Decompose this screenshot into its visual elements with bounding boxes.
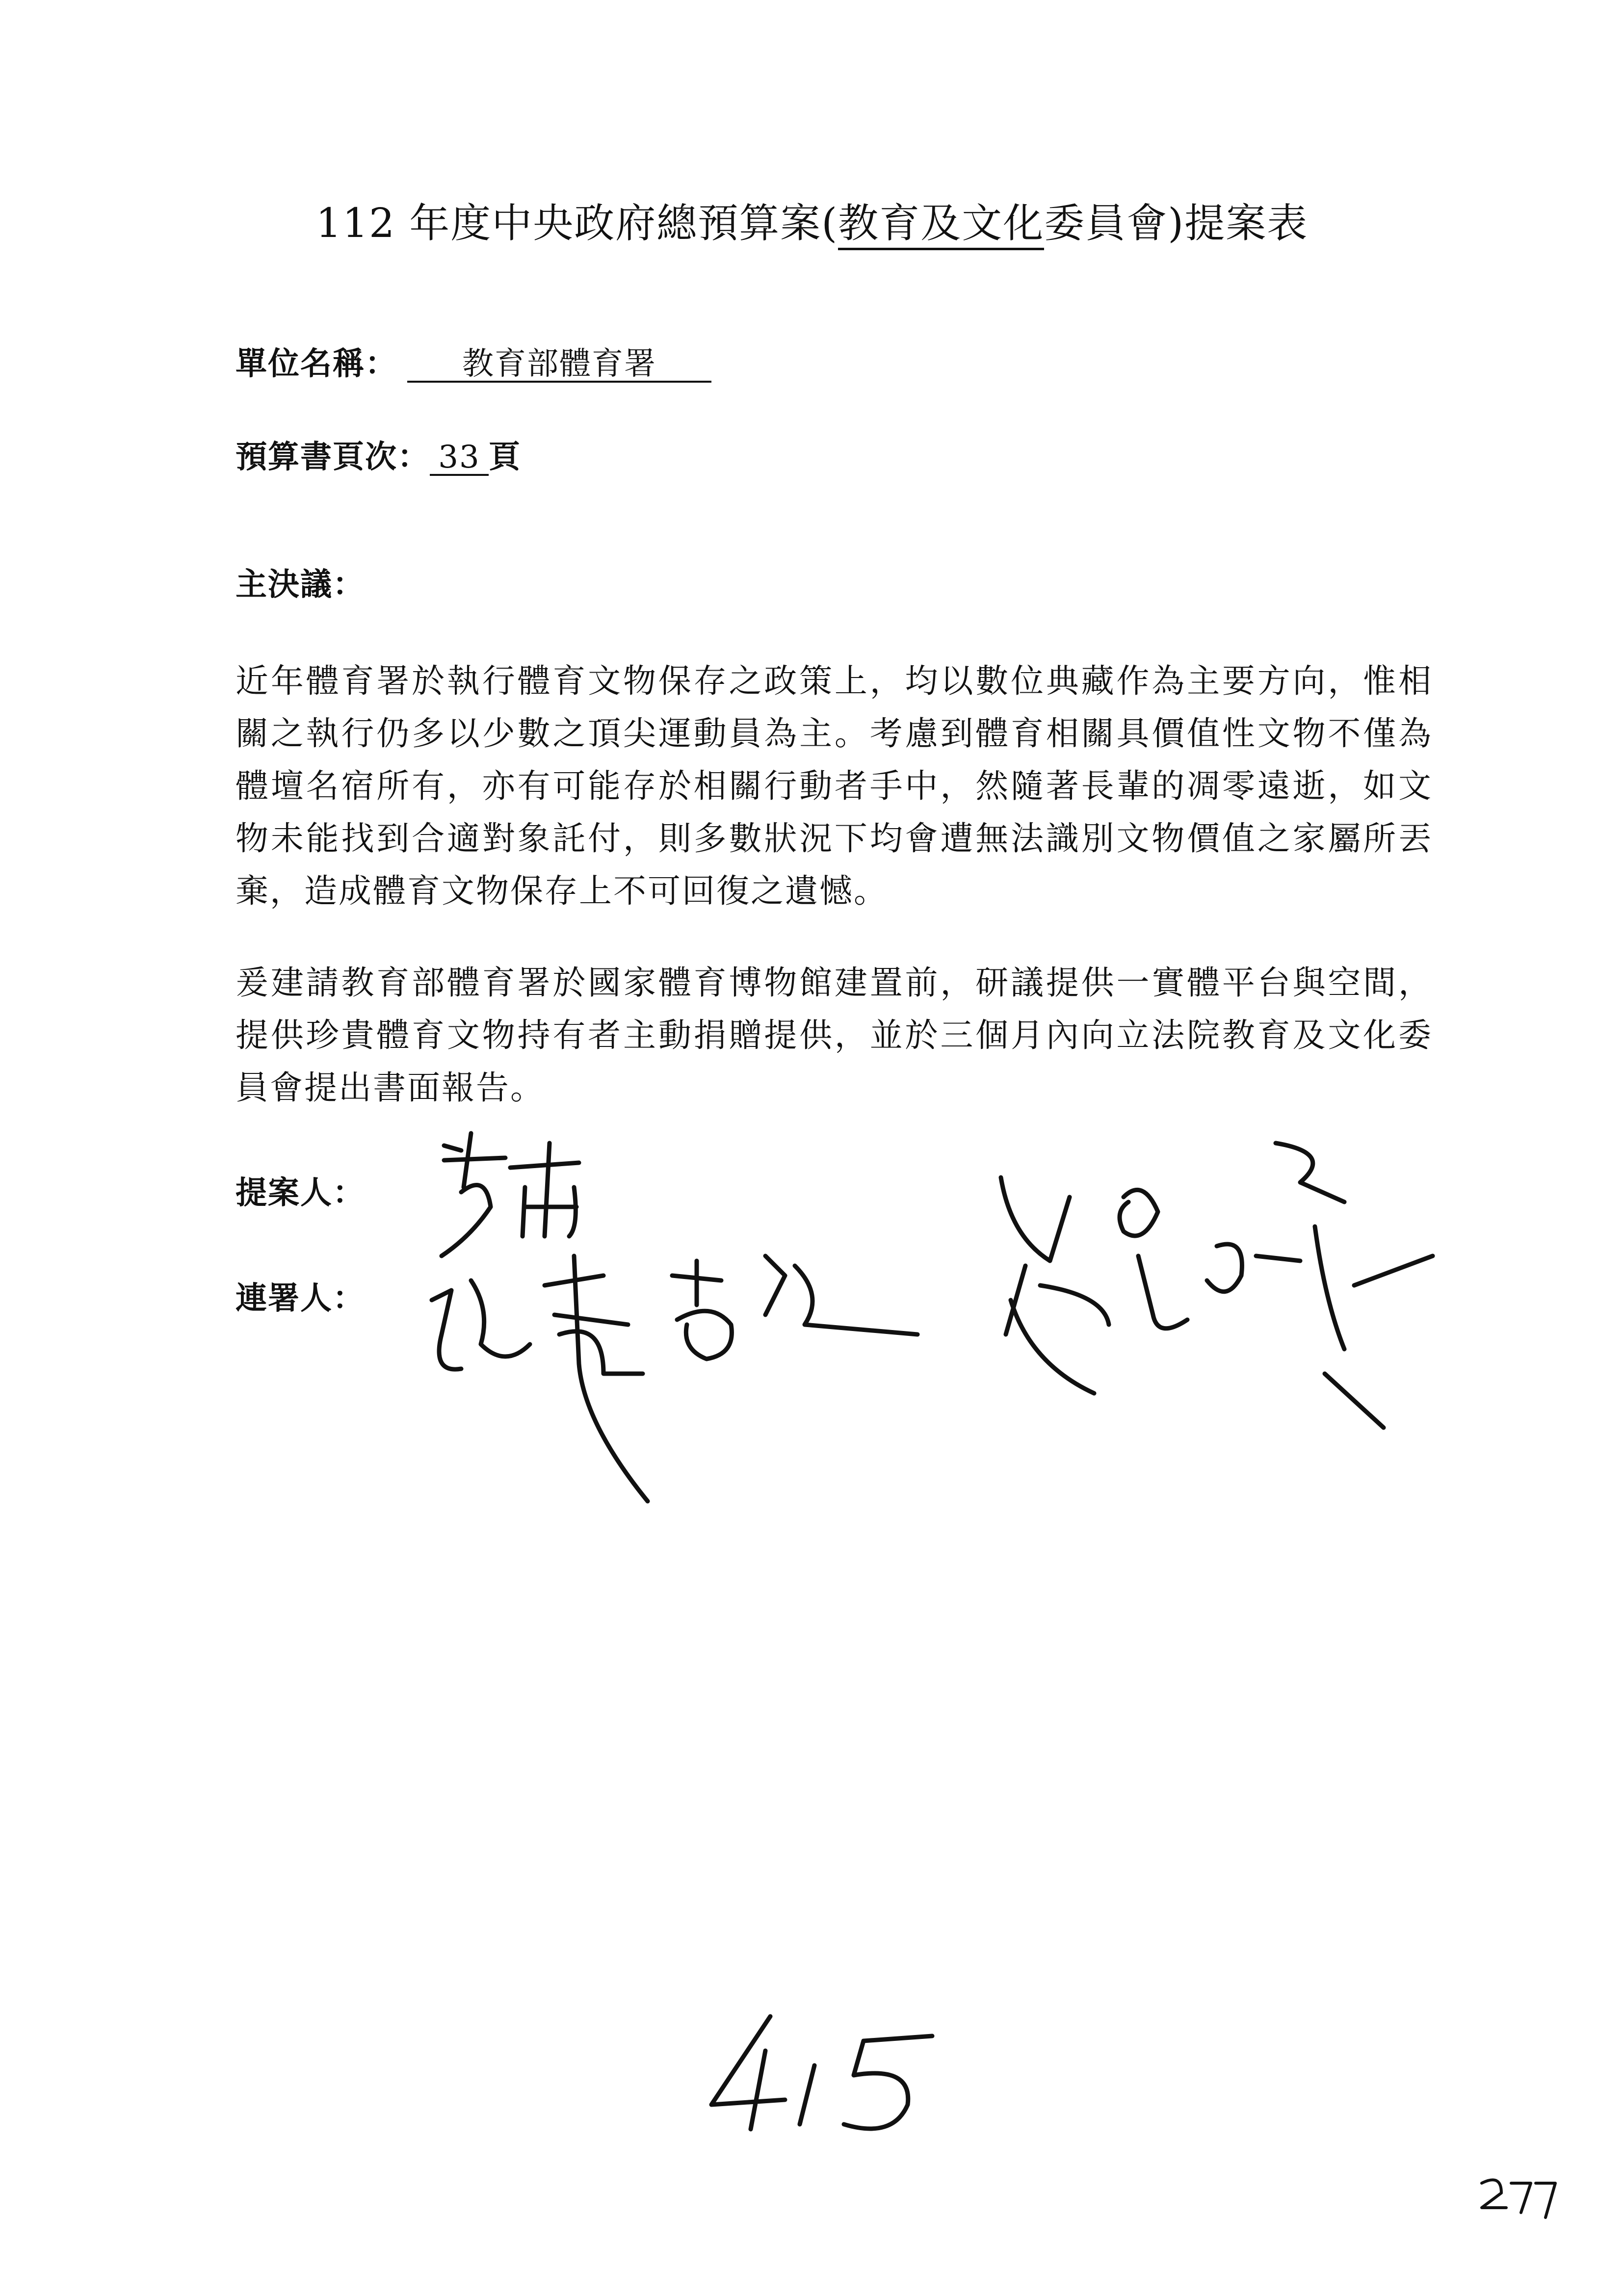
unit-label: 單位名稱： [236, 346, 397, 382]
resolution-paragraph-2: 爰建請教育部體育署於國家體育博物館建置前，研議提供一實體平台與空間，提供珍貴體育文物持有者主動捐贈提供，並於三個月內向立法院教育及文化委員會提出書面報告。 [236, 964, 1433, 1107]
resolution-heading: 主決議： [236, 567, 365, 603]
unit-name-row [236, 339, 711, 384]
page-label: 預算書頁次： [236, 439, 430, 475]
title-prefix: 112 年度中央政府總預算案( [315, 200, 838, 247]
page-suffix: 頁 [489, 439, 521, 475]
budget-page-row [236, 432, 521, 477]
title-committee: 教育及文化 [838, 200, 1044, 250]
title-suffix: 委員會)提案表 [1044, 200, 1309, 247]
unit-value: 教育部體育署 [407, 348, 711, 383]
document-title [0, 191, 1624, 249]
page-value: 33 [430, 441, 489, 476]
proposer-label: 提案人： [236, 1175, 365, 1211]
cosigner-label: 連署人： [236, 1280, 365, 1317]
resolution-paragraph-1: 近年體育署於執行體育文物保存之政策上，均以數位典藏作為主要方向，惟相關之執行仍多以少數之頂尖運動員為主。考慮到體育相關具價值性文物不僅為體壇名宿所有，亦有可能存於相關行動者手中，然隨著長輩的凋零遠逝，如文物未能找到合適對象託付，則多數狀況下均會遭無法識別文物價值之家屬所丟棄，造成體育文物保存上不可回復之遺憾。 [236, 662, 1433, 910]
